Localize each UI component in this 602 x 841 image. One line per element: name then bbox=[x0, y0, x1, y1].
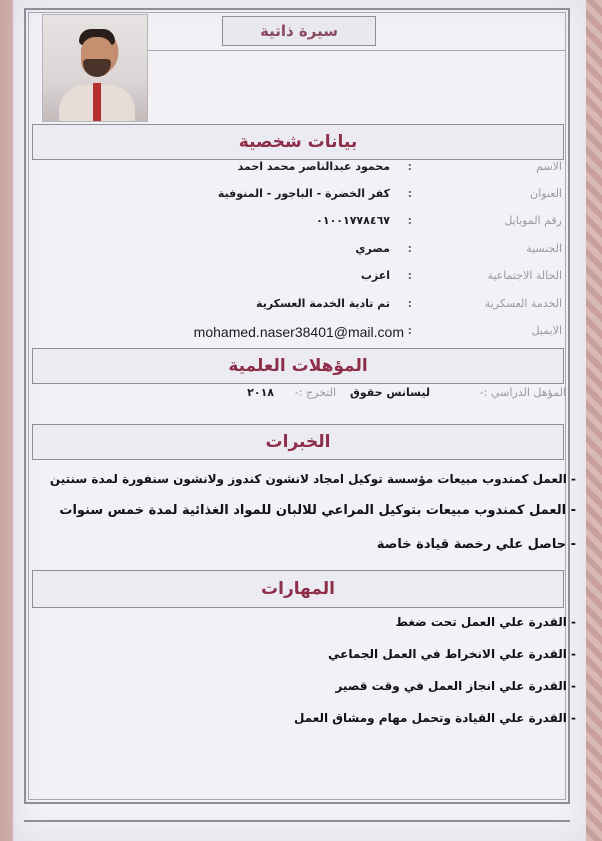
value-name: محمود عبدالناصر محمد احمد bbox=[237, 160, 390, 173]
separator: : bbox=[407, 242, 412, 255]
skill-item: - القدرة علي القيادة وتحمل مهام ومشاق العمل bbox=[293, 711, 576, 725]
separator: : bbox=[407, 214, 412, 227]
label-address: العنوان bbox=[530, 187, 562, 200]
label-nationality: الجنسية bbox=[526, 242, 562, 255]
separator: : bbox=[407, 324, 412, 337]
section-skills: المهارات bbox=[32, 570, 564, 608]
row-email bbox=[142, 324, 562, 346]
label-name: الاسم bbox=[536, 160, 562, 173]
qualification-label: المؤهل الدراسي :- bbox=[479, 386, 566, 399]
separator: : bbox=[407, 160, 412, 173]
row-nationality bbox=[142, 242, 562, 264]
tablecloth-edge bbox=[586, 0, 602, 841]
label-mobile: رقم الموبايل bbox=[504, 214, 562, 227]
graduation-value: ٢٠١٨ bbox=[247, 386, 274, 399]
section-experience: الخبرات bbox=[32, 424, 564, 460]
value-mobile: ٠١٠٠١٧٧٨٤٦٧ bbox=[316, 214, 390, 227]
value-marital: اعزب bbox=[360, 269, 390, 282]
row-address bbox=[142, 187, 562, 209]
skill-item: - القدرة علي العمل تحت ضغط bbox=[395, 615, 576, 629]
row-name bbox=[142, 160, 562, 182]
cv-title: سيرة ذاتية bbox=[222, 16, 376, 46]
value-address: كفر الخضرة - الباجور - المنوفية bbox=[217, 187, 390, 200]
value-military: تم تادية الخدمة العسكرية bbox=[256, 297, 390, 310]
title-divider bbox=[148, 50, 566, 51]
row-marital bbox=[142, 269, 562, 291]
label-email: الايميل bbox=[531, 324, 562, 337]
skill-item: - القدرة علي الانخراط في العمل الجماعي bbox=[327, 647, 576, 661]
section-personal: بيانات شخصية bbox=[32, 124, 564, 160]
graduation-label: التخرج :- bbox=[294, 386, 336, 399]
value-email: mohamed.naser38401@mail.com bbox=[193, 324, 404, 340]
profile-photo bbox=[42, 14, 148, 122]
qualification-row bbox=[26, 386, 566, 406]
skill-item: - القدرة علي انجاز العمل في وقت قصير bbox=[335, 679, 576, 693]
separator: : bbox=[407, 269, 412, 282]
bottom-divider bbox=[24, 820, 570, 822]
separator: : bbox=[407, 297, 412, 310]
row-military bbox=[142, 297, 562, 319]
label-marital: الحالة الاجتماعية bbox=[487, 269, 562, 282]
experience-item: - العمل كمندوب مبيعات بتوكيل المراعي للالبان للمواد الغذائية لمدة خمس سنوات bbox=[59, 503, 576, 518]
row-mobile bbox=[142, 214, 562, 236]
separator: : bbox=[407, 187, 412, 200]
experience-item: - حاصل علي رخصة قيادة خاصة bbox=[376, 537, 576, 552]
experience-item: - العمل كمندوب مبيعات مؤسسة توكيل امجاد لانشون كندوز ولانشون سنفورة لمدة سنتين bbox=[49, 472, 576, 486]
label-military: الخدمة العسكرية bbox=[484, 297, 562, 310]
section-qualifications: المؤهلات العلمية bbox=[32, 348, 564, 384]
value-nationality: مصري bbox=[355, 242, 390, 255]
qualification-value: ليسانس حقوق bbox=[349, 386, 430, 399]
